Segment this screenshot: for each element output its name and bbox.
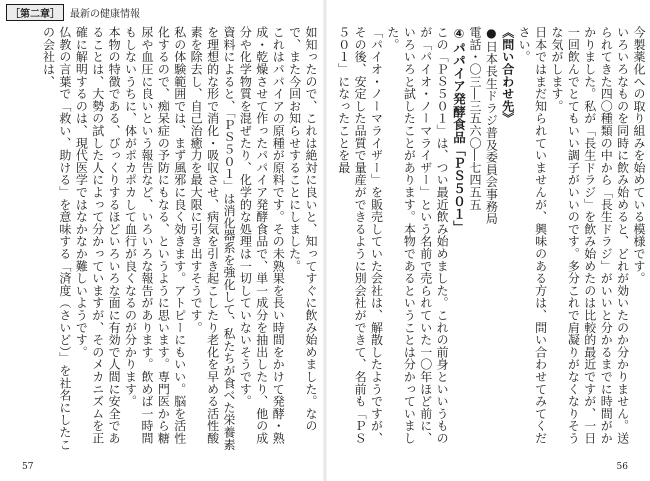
page-number-left: 57 bbox=[22, 462, 34, 472]
contact-organization: ●日本長生ドラジ普及委員会事務局 bbox=[484, 26, 499, 225]
left-page-text bbox=[6, 26, 319, 456]
page-number-right: 56 bbox=[616, 462, 628, 472]
contact-heading: 《問い合わせ先》 bbox=[500, 26, 515, 125]
body-paragraph: 資料によると、「ＰＳ５０１」は消化器系を強化して、私たちが食べた栄養素を理想的な形で消化・吸収させ、病気を引き起こしたり老化を早める活性酸素を除去し、自己治癒力を最大限に引き出すそうです。 bbox=[189, 26, 236, 451]
body-paragraph: 今製薬化への取り組みを始めている模様です。 bbox=[632, 26, 646, 285]
body-paragraph: いろいろなものを同時に飲み始めると、どれが効いたのか分かりません。送られてきた四〇種類の中から「長生ドラジ」がいいと分かるまでに時間がかかりました。私が「長生ドラジ」を飲み始めたのは比較的最近ですが、一日一回飲んでとてもいい調子がいいのです。多分これで肩凝りがなくなりそうな気がします。 bbox=[549, 26, 630, 445]
section-heading: ④パパイア発酵食品「ＰＳ５０１」 bbox=[451, 26, 467, 234]
body-paragraph: 本物の特徴である、びっくりするほどいろいろな面に有効で人間に安全であることは、大勢の試した人によって分かっていますが、そのメカニズムを正確に解明するのは、現代医学ではなかなか難しいようです。 bbox=[74, 26, 122, 445]
body-paragraph: 私の体験範囲では、まず風邪に良く効きます。アトピーにもいい。脳を活性化するので、痴呆症の予防にもなる、というように思います。専門医から糖尿や血圧に良いという報告など、いろいろな報告があります。飲めば一時間もしないうちに、体がポカポカして血行が良くなるのが分かります。 bbox=[123, 26, 187, 445]
body-paragraph: 日本ではまだ知られていませんが、興味のある方は、問い合わせてみてください。 bbox=[517, 26, 548, 445]
chapter-tag: ［第二章］ bbox=[6, 4, 64, 21]
contact-phone: 電話・〇三―三五六〇―七四五五 bbox=[467, 26, 482, 211]
body-paragraph: この「ＰＳ５０１」は、つい最近飲み始めました。これの前身といいうものが「パイオ・ノーマライザー」という名前で売られていた一〇年ほど前に、いろいろと試したことがあります。本物であるということは分かっていました。 bbox=[385, 26, 450, 445]
running-head bbox=[6, 4, 140, 21]
right-page bbox=[325, 0, 650, 481]
body-paragraph: 「パイオ・ノーマライザー」を販売していた会社は、解散したようですが、その後、安定した品質で量産ができるように別会社ができて、名前も「ＰＳ５０１」になったことを最 bbox=[336, 26, 384, 445]
right-page-text bbox=[333, 26, 647, 456]
body-paragraph: これはパパイアの原種が原料です。その未熟果を長い時間をかけて発酵・熟成・乾燥させて作ったパパイア発酵食品で、単一成分を抽出したり、他の成分や化学物質を混ぜたり、化学的な処理は一切していないそうです。 bbox=[238, 26, 286, 445]
body-paragraph: 如知ったので、これは絶対に良いと、知ってすぐに飲み始めました。なので、また今回お知らせすることにしました。 bbox=[287, 26, 318, 432]
running-head-title: 最新の健康情報 bbox=[70, 9, 140, 20]
body-paragraph: 仏教の言葉で「救い、助ける」を意味する「済度（さいど）」を社名にしたこの会社は、 bbox=[41, 26, 72, 451]
